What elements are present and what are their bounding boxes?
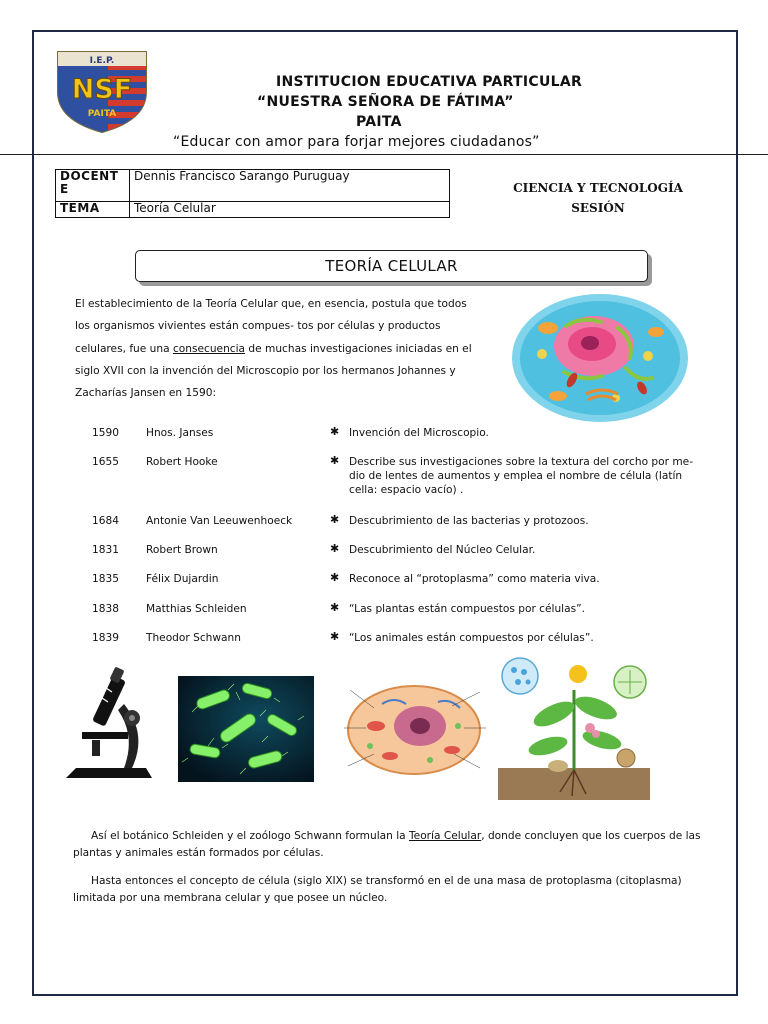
timeline-desc: Descubrimiento de las bacterias y protozoos. (349, 515, 589, 527)
closing-paragraph-2: Hasta entonces el concepto de célula (siglo XIX) se transformó en el de una masa de protoplasma (citoplasma) limitada por una membrana celular y que posee un núcleo. (73, 875, 682, 904)
timeline-person: Félix Dujardin (146, 573, 219, 585)
timeline-desc: Reconoce al “protoplasma” como materia viva. (349, 573, 600, 585)
closing-text-2: , donde concluyen que los cuerpos de las plantas y animales están formados por células. (73, 830, 701, 859)
subject-block (500, 178, 696, 218)
tema-label: TEMA (56, 202, 130, 218)
timeline-year: 1839 (92, 632, 119, 644)
closing-paragraph-1 (73, 828, 709, 862)
bullet-icon: ✱ (330, 571, 340, 584)
intro-text-1: El establecimiento de la Teoría Celular que, en esencia, postula que todos los organismos vivientes están compues- tos por células y productos celulares, fue una (75, 298, 467, 355)
school-city: PAITA (356, 114, 402, 130)
bullet-icon: ✱ (330, 630, 340, 643)
docente-value: Dennis Francisco Sarango Puruguay (130, 170, 450, 202)
school-type: INSTITUCION EDUCATIVA PARTICULAR (276, 74, 583, 90)
timeline-desc: Descubrimiento del Núcleo Celular. (349, 544, 536, 556)
teacher-info-table (55, 169, 450, 218)
bullet-icon: ✱ (330, 542, 340, 555)
closing-link-teoria-celular[interactable]: Teoría Celular (409, 830, 482, 842)
timeline-person: Hnos. Janses (146, 427, 214, 439)
timeline-year: 1838 (92, 603, 119, 615)
docente-label: DOCENT E (56, 170, 130, 202)
timeline-person: Theodor Schwann (146, 632, 241, 644)
timeline-year: 1831 (92, 544, 119, 556)
microscope-image (62, 664, 160, 784)
bullet-icon: ✱ (330, 425, 340, 438)
logo-top-text: I.E.P. (89, 56, 115, 66)
timeline-desc: “Los animales están compuestos por células”. (349, 632, 594, 644)
closing-text-1: Así el botánico Schleiden y el zoólogo Schwann formulan la (91, 830, 410, 842)
timeline-person: Antonie Van Leeuwenhoeck (146, 515, 293, 527)
timeline-year: 1684 (92, 515, 119, 527)
logo-mid-text: NSF (71, 74, 133, 105)
bullet-icon: ✱ (330, 601, 340, 614)
intro-link-consecuencia[interactable]: consecuencia (172, 342, 246, 355)
header-divider (0, 154, 768, 155)
bullet-icon: ✱ (330, 513, 340, 526)
timeline-year: 1590 (92, 427, 119, 439)
timeline-year: 1655 (92, 456, 119, 468)
section-title: TEORÍA CELULAR (135, 250, 648, 282)
timeline-person: Matthias Schleiden (146, 603, 247, 615)
timeline-desc: Invención del Microscopio. (349, 427, 489, 439)
timeline-year: 1835 (92, 573, 119, 585)
plant-cells-image (498, 650, 650, 800)
timeline-person: Robert Hooke (146, 456, 218, 468)
timeline-desc: Describe sus investigaciones sobre la textura del corcho por me- dio de lentes de aumentos y emplea el nombre de célula (latín cella: espacio vacío) . (349, 456, 694, 496)
timeline-person: Robert Brown (146, 544, 218, 556)
school-motto: “Educar con amor para forjar mejores ciudadanos” (173, 134, 540, 150)
intro-paragraph (75, 293, 475, 404)
tema-value: Teoría Celular (130, 202, 450, 218)
subject-session: SESIÓN (571, 201, 625, 215)
animal-cell-image (506, 288, 690, 426)
logo-bottom-text: PAITA (87, 109, 117, 119)
subject-area: CIENCIA Y TECNOLOGÍA (513, 181, 683, 195)
cell-diagram-image (330, 668, 496, 786)
school-logo (54, 48, 150, 134)
timeline-desc: “Las plantas están compuestos por células”. (349, 603, 585, 615)
bullet-icon: ✱ (330, 454, 340, 467)
intro-text-2: de muchas investigaciones iniciadas en el siglo XVII con la invención del Microscopio por los hermanos Johannes y Zacharías Jansen en 1590: (75, 342, 472, 400)
bacteria-image (178, 676, 314, 782)
school-name: “NUESTRA SEÑORA DE FÁTIMA” (257, 94, 514, 110)
